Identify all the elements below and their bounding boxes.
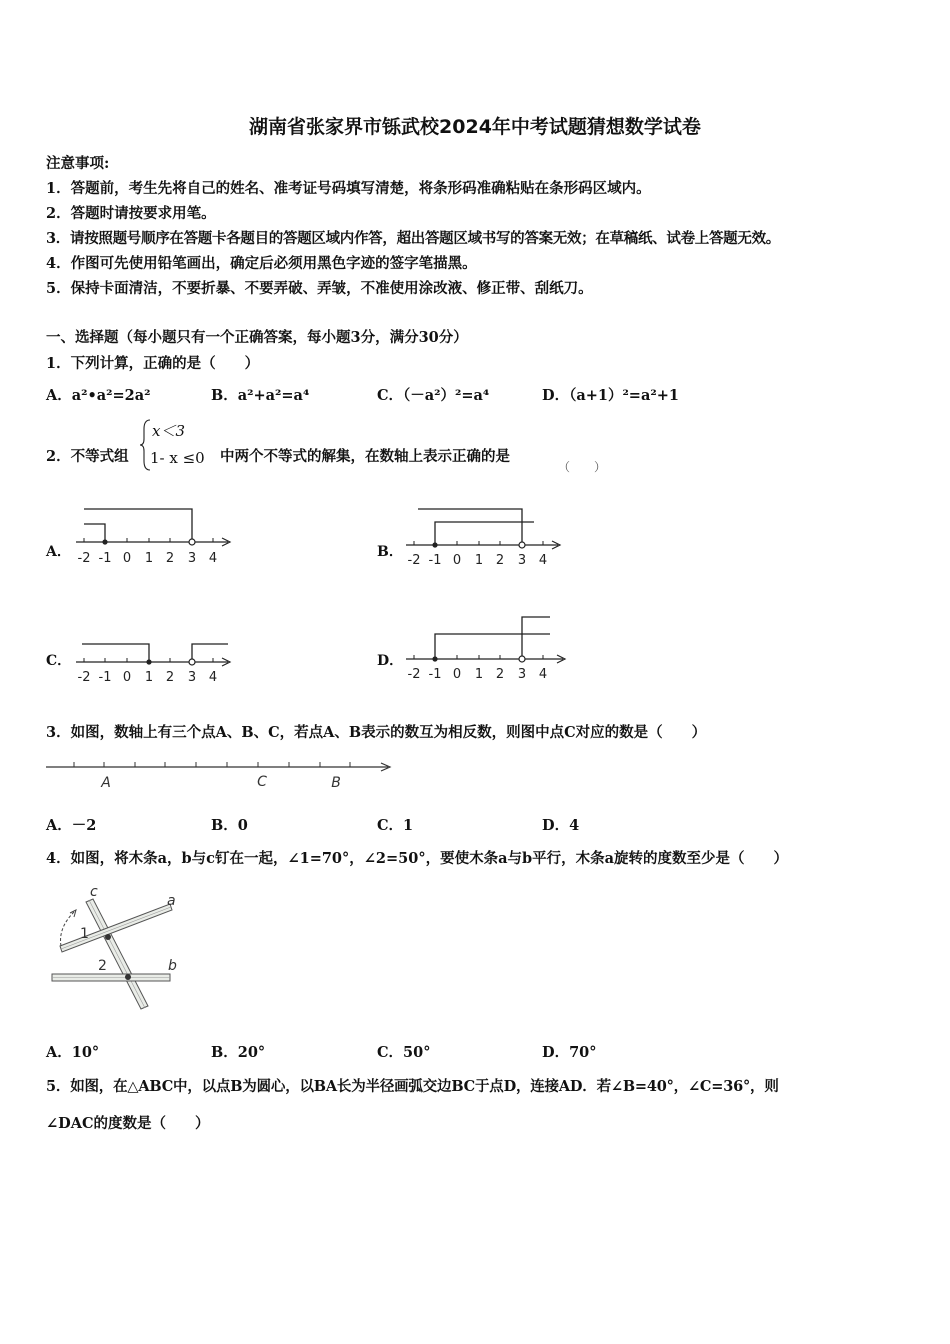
question-2-prefix: 2．不等式组 [46,448,129,465]
q3-option-a: A．－2 [46,817,97,834]
tick-label: 3 [187,670,197,685]
number-line-a [74,505,239,571]
q3-number-line [44,756,399,794]
tick-label: 2 [495,553,505,568]
tick-label: -2 [77,551,91,566]
notice-item: 5．保持卡面清洁，不要折暴、不要弄破、弄皱，不准使用涂改液、修正带、刮纸刀。 [46,280,593,297]
label-c: c [90,884,98,900]
q1-option-a: A．a²•a²=2a² [46,387,151,404]
tick-label: 0 [452,553,462,568]
tick-label: 4 [208,670,218,685]
tick-label: 1 [144,670,154,685]
question-2-suffix: 中两个不等式的解集，在数轴上表示正确的是 [220,448,510,465]
point-label: C [257,774,267,790]
q2-option-b-label: B． [377,544,403,560]
q3-option-d: D．4 [542,817,580,834]
label-b: b [168,958,177,974]
tick-label: 0 [122,551,132,566]
q4-option-b: B．20° [211,1044,266,1061]
number-line-d [404,612,574,687]
tick-label: 0 [452,667,462,682]
tick-label: 4 [538,553,548,568]
q1-option-b: B．a²+a²=a⁴ [211,387,310,404]
tick-label: -2 [77,670,91,685]
notice-item: 4．作图可先使用铅笔画出，确定后必须用黑色字迹的签字笔描黑。 [46,255,477,272]
tick-label: 1 [474,553,484,568]
question-5-line-1: 5．如图，在△ABC中，以点B为圆心，以BA长为半径画弧交边BC于点D，连接AD．若∠B=40°，∠C=36°，则 [46,1078,779,1095]
q4-option-c: C．50° [377,1044,431,1061]
tick-label: -1 [428,667,442,682]
label-a: a [167,893,176,909]
notice-item: 3．请按照题号顺序在答题卡各题目的答题区域内作答，超出答题区域书写的答案无效；在草稿纸、试卷上答题无效。 [46,230,780,247]
tick-label: -1 [428,553,442,568]
q4-option-a: A．10° [46,1044,100,1061]
q4-option-d: D．70° [542,1044,597,1061]
q2-option-a-label: A． [46,544,71,560]
tick-label: 0 [122,670,132,685]
notice-item: 2．答题时请按要求用笔。 [46,205,216,222]
tick-label: -2 [407,667,421,682]
question-5-line-2: ∠DAC的度数是（ ） [46,1115,210,1132]
q2-option-c-label: C． [46,653,72,669]
angle-2: 2 [98,958,107,974]
number-line-b [404,505,569,571]
q3-option-c: C．1 [377,817,414,834]
tick-label: 3 [517,553,527,568]
question-1-stem: 1．下列计算，正确的是（ ） [46,355,260,372]
q3-option-b: B．0 [211,817,248,834]
point-label: B [331,775,341,791]
tick-label: 1 [144,551,154,566]
question-3-stem: 3．如图，数轴上有三个点A、B、C，若点A、B表示的数互为相反数，则图中点C对应的数是（ ） [46,724,707,741]
notice-heading: 注意事项: [46,155,110,172]
answer-paren: （ ） [558,460,607,474]
notice-item: 1．答题前，考生先将自己的姓名、准考证号码填写清楚，将条形码准确粘贴在条形码区域内。 [46,180,651,197]
q2-option-d-label: D． [377,653,404,669]
tick-label: -1 [98,670,112,685]
inequality-line-2: 1- x ≤0 [150,449,205,467]
tick-label: 2 [165,551,175,566]
tick-label: 4 [208,551,218,566]
inequality-line-1: x＜3 [152,422,186,440]
number-line-c [74,635,239,690]
tick-label: -2 [407,553,421,568]
tick-label: 2 [495,667,505,682]
q1-option-d: D．（a+1）²=a²+1 [542,387,679,404]
q1-option-c: C．（－a²）²=a⁴ [377,387,490,404]
section-heading: 一、选择题（每小题只有一个正确答案，每小题3分，满分30分） [46,329,468,346]
page-title: 湖南省张家界市铄武校2024年中考试题猜想数学试卷 [249,116,701,138]
tick-label: 4 [538,667,548,682]
tick-label: 2 [165,670,175,685]
q4-sticks-figure [46,880,191,1020]
angle-1: 1 [80,926,89,942]
question-4-stem: 4．如图，将木条a，b与c钉在一起，∠1=70°，∠2=50°，要使木条a与b平行，木条a旋转的度数至少是（ ） [46,850,789,867]
tick-label: 3 [187,551,197,566]
point-label: A [101,775,111,791]
tick-label: 1 [474,667,484,682]
tick-label: 3 [517,667,527,682]
tick-label: -1 [98,551,112,566]
